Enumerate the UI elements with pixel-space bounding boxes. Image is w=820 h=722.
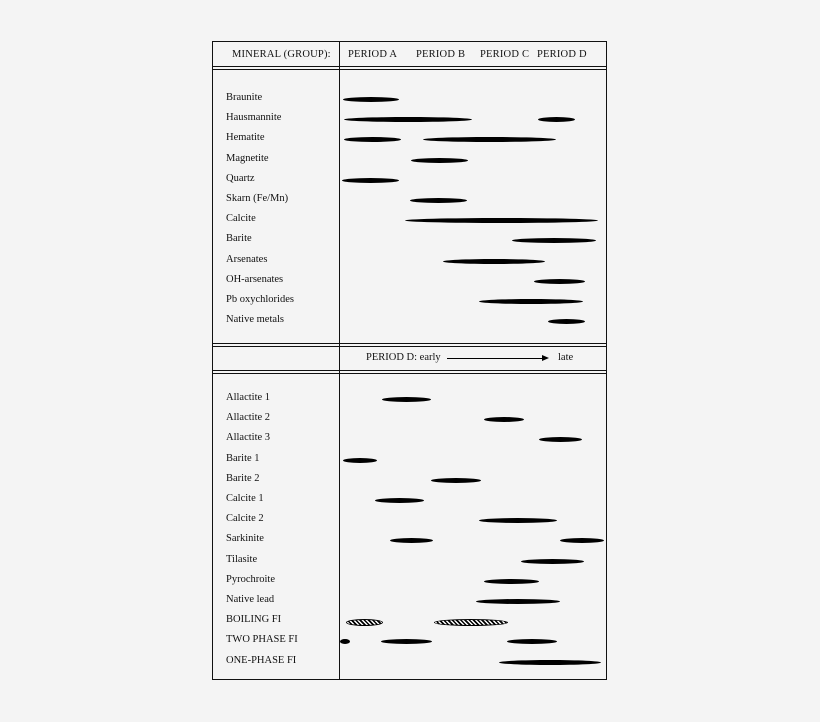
row-label: TWO PHASE FI — [226, 634, 298, 646]
section-divider-bottom-2 — [212, 373, 607, 374]
header-divider — [212, 66, 607, 67]
row-label: Braunite — [226, 92, 263, 103]
period-d-header: PERIOD D — [537, 49, 587, 60]
row-label: Hematite — [226, 132, 265, 144]
section-divider-bottom — [212, 370, 607, 371]
row-label: Calcite 1 — [226, 493, 264, 504]
row-label: Skarn (Fe/Mn) — [226, 193, 289, 204]
duration-bar — [479, 299, 583, 304]
row-label: Pb oxychlorides — [226, 294, 294, 305]
row-label: ONE-PHASE FI — [226, 654, 297, 666]
row-label: Native lead — [226, 594, 275, 605]
period-c-header: PERIOD C — [480, 49, 530, 60]
duration-bar — [499, 660, 601, 665]
row-label: Native metals — [226, 314, 285, 326]
row-label: Allactite 3 — [226, 432, 271, 444]
duration-bar — [431, 478, 481, 483]
duration-bar — [342, 178, 399, 183]
early-to-late-arrow-icon — [447, 358, 543, 359]
row-label: Tilasite — [226, 553, 258, 565]
period-d-early-label: PERIOD D: early — [366, 352, 441, 363]
header-divider-2 — [212, 69, 607, 70]
duration-bar — [343, 458, 377, 463]
duration-bar — [476, 599, 560, 604]
row-label: Hausmannite — [226, 112, 282, 124]
row-label: Calcite — [226, 213, 256, 225]
row-label: Allactite 1 — [226, 392, 271, 403]
row-label: OH-arsenates — [226, 273, 284, 285]
duration-bar — [484, 579, 539, 584]
duration-bar — [521, 559, 584, 564]
row-label: Quartz — [226, 172, 255, 184]
row-label: Pyrochroite — [226, 573, 275, 585]
section-divider-top — [212, 343, 607, 344]
mineral-group-header: MINERAL (GROUP): — [232, 49, 331, 60]
row-label: Barite 1 — [226, 452, 260, 464]
row-label: BOILING FI — [226, 614, 282, 626]
period-a-header: PERIOD A — [348, 49, 398, 60]
row-label: Barite — [226, 233, 252, 245]
row-label: Magnetite — [226, 152, 269, 164]
duration-bar — [375, 498, 424, 503]
row-label: Allactite 2 — [226, 412, 271, 424]
duration-bar — [410, 198, 467, 203]
period-d-late-label: late — [558, 352, 574, 363]
row-label: Sarkinite — [226, 533, 264, 545]
label-column-divider — [339, 41, 340, 680]
duration-bar — [382, 397, 431, 402]
row-label: Calcite 2 — [226, 513, 264, 525]
row-label: Barite 2 — [226, 472, 260, 484]
section-divider-top-2 — [212, 346, 607, 347]
period-b-header: PERIOD B — [416, 49, 466, 60]
duration-bar — [411, 158, 468, 163]
row-label: Arsenates — [226, 253, 268, 265]
duration-bar — [443, 259, 545, 264]
duration-bar — [343, 97, 399, 102]
duration-bar — [534, 279, 585, 284]
